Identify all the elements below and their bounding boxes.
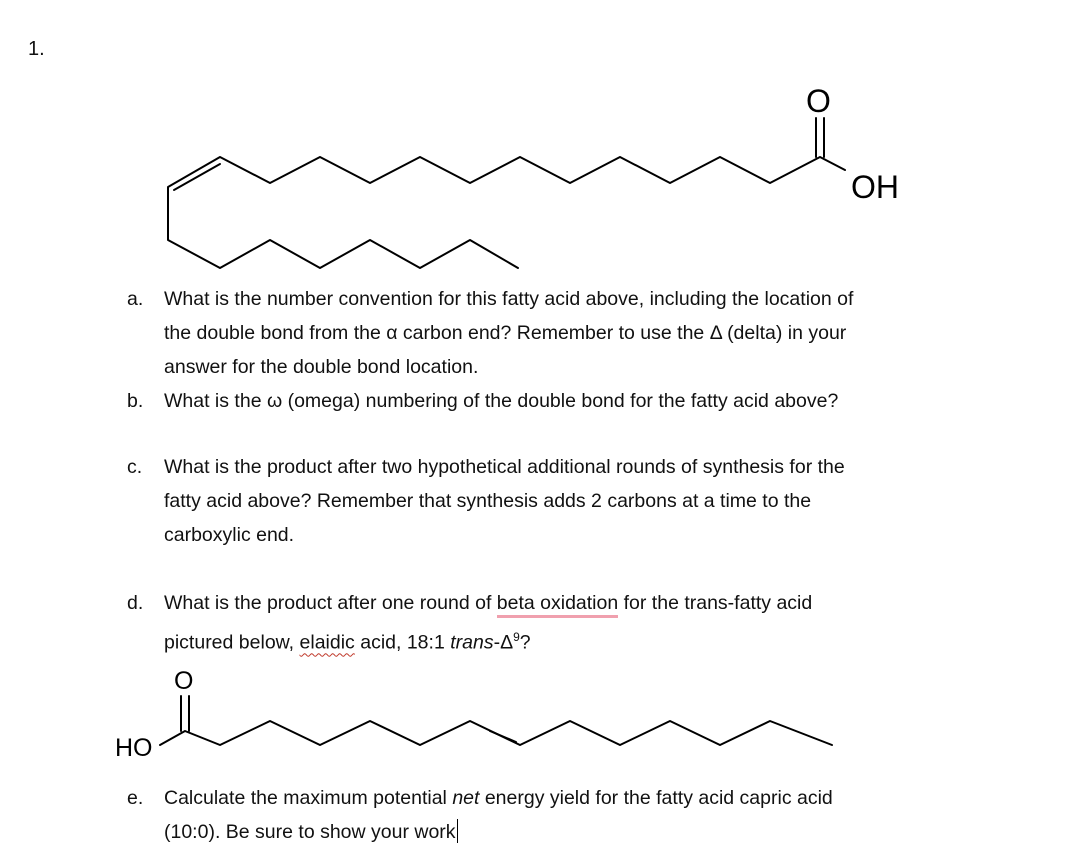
question-e-text: Calculate the maximum potential — [164, 787, 453, 809]
question-number: 1. — [28, 38, 45, 60]
question-b-letter: b. — [127, 390, 144, 412]
question-a-line-2: the double bond from the α carbon end? Remember to use the Δ (delta) in your — [164, 322, 847, 344]
question-d-text: for the trans-fatty acid — [618, 592, 813, 614]
question-d-letter: d. — [127, 592, 144, 614]
question-b-line-1: What is the ω (omega) numbering of the double bond for the fatty acid above? — [164, 390, 839, 412]
text-cursor — [457, 819, 459, 843]
question-a-line-1: What is the number convention for this fatty acid above, including the location of — [164, 288, 854, 310]
question-a-line-3: answer for the double bond location. — [164, 356, 479, 378]
question-e-line-2[interactable] — [164, 815, 833, 849]
question-c-letter: c. — [127, 456, 143, 478]
superscript-nine: 9 — [513, 630, 520, 644]
italic-trans: trans — [450, 631, 494, 654]
question-a-letter: a. — [127, 288, 144, 310]
question-e-line-1 — [164, 781, 833, 815]
question-d-text: pictured below, — [164, 631, 300, 654]
question-d-text: What is the product after one round of — [164, 592, 497, 614]
carbonyl-oxygen-label-2: O — [174, 667, 194, 695]
fatty-acid-structure-1 — [0, 0, 1070, 290]
grammar-suggestion[interactable]: beta oxidation — [497, 592, 618, 618]
carbonyl-oxygen-label: O — [806, 83, 831, 119]
delta-symbol: -Δ — [493, 631, 514, 654]
fatty-acid-structure-2 — [0, 660, 1070, 770]
question-c-line-3: carboxylic end. — [164, 524, 295, 546]
question-e-text: energy yield for the fatty acid capric acid — [479, 787, 833, 809]
question-d-line-2 — [164, 620, 812, 660]
question-c-line-1: What is the product after two hypothetical additional rounds of synthesis for the — [164, 456, 845, 478]
question-e-text: (10:0). Be sure to show your work — [164, 821, 456, 843]
question-c-line-2: fatty acid above? Remember that synthesis adds 2 carbons at a time to the — [164, 490, 812, 512]
question-d-text: acid, 18:1 — [354, 631, 451, 654]
hydroxyl-label: OH — [851, 169, 899, 205]
hydroxyl-label-2: HO — [115, 734, 153, 762]
italic-net: net — [452, 787, 480, 809]
question-e-letter: e. — [127, 787, 144, 809]
spelling-error-word[interactable]: elaidic — [299, 631, 355, 654]
question-mark: ? — [519, 631, 531, 654]
question-d-line-1 — [164, 586, 812, 620]
